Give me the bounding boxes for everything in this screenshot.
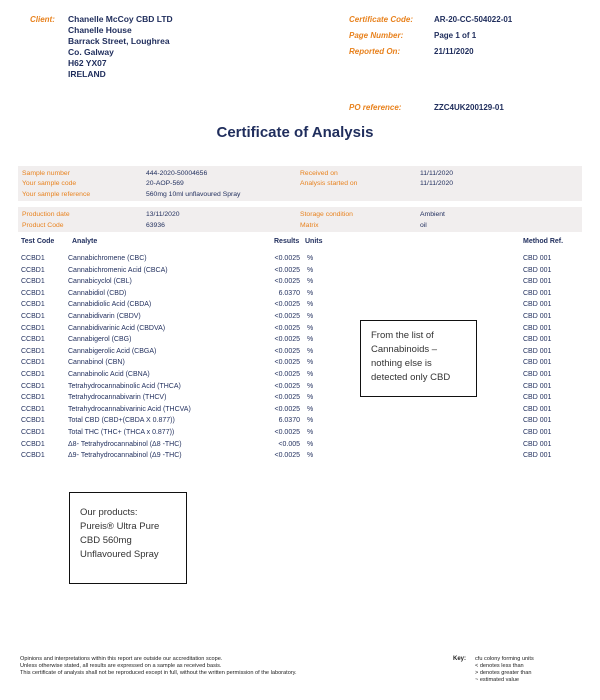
- sample-code: 20-AOP-569: [146, 180, 184, 187]
- unit-cell: %: [307, 278, 314, 286]
- analyte-cell: Cannabinol (CBN): [68, 359, 125, 367]
- test-code-cell: CCBD1: [21, 278, 45, 286]
- test-code-cell: CCBD1: [21, 324, 45, 332]
- production-date-label: Production date: [22, 211, 70, 218]
- test-code-cell: CCBD1: [21, 429, 45, 436]
- product-code: 63936: [146, 222, 165, 229]
- result-cell: <0.0025: [274, 452, 300, 460]
- table-row: [0, 336, 600, 348]
- header-analyte: Analyte: [72, 238, 98, 245]
- test-code-cell: CCBD1: [21, 289, 45, 297]
- method-cell: CBD 001: [523, 347, 552, 355]
- unit-cell: %: [307, 289, 314, 297]
- table-row: [0, 406, 600, 418]
- table-row: [0, 278, 600, 290]
- method-cell: CBD 001: [523, 405, 552, 413]
- method-cell: CBD 001: [523, 429, 552, 436]
- table-row: [0, 348, 600, 360]
- unit-cell: %: [307, 440, 314, 448]
- analyte-cell: Total THC (THC+ (THCA x 0.877)): [68, 429, 175, 436]
- page-number-label: Page Number:: [349, 31, 404, 40]
- sample-info-block: [18, 166, 582, 201]
- method-cell: CBD 001: [523, 266, 552, 274]
- unit-cell: %: [307, 394, 314, 402]
- key-line: > denotes greater than: [475, 670, 532, 676]
- table-row: [0, 255, 600, 267]
- header-method-ref: Method Ref.: [523, 238, 564, 245]
- production-info-block: [18, 207, 582, 232]
- test-code-cell: CCBD1: [21, 394, 45, 402]
- annotation-line: nothing else is: [371, 358, 432, 369]
- reported-on: 21/11/2020: [434, 47, 474, 56]
- certificate-code-label: Certificate Code:: [349, 15, 414, 24]
- test-code-cell: CCBD1: [21, 382, 45, 390]
- method-cell: CBD 001: [523, 382, 552, 390]
- table-row: [0, 267, 600, 279]
- unit-cell: %: [307, 452, 314, 460]
- method-cell: CBD 001: [523, 336, 552, 344]
- key-label: Key:: [453, 656, 467, 662]
- unit-cell: %: [307, 313, 314, 320]
- method-cell: CBD 001: [523, 324, 552, 332]
- footer-disclaimer: [20, 656, 297, 677]
- table-row: [0, 371, 600, 383]
- analyte-cell: Δ8- Tetrahydrocannabinol (Δ8 -THC): [68, 440, 182, 448]
- result-cell: <0.0025: [274, 301, 300, 309]
- matrix: oil: [420, 222, 427, 229]
- result-cell: <0.0025: [274, 255, 300, 262]
- table-row: [0, 359, 600, 371]
- client-address-line: Chanelle House: [68, 25, 132, 35]
- annotation-line: Unflavoured Spray: [80, 549, 159, 560]
- result-cell: <0.0025: [274, 359, 300, 367]
- result-cell: 6.0370: [278, 289, 300, 297]
- result-cell: <0.0025: [274, 266, 300, 274]
- annotation-line: Cannabinoids –: [371, 344, 438, 355]
- test-code-cell: CCBD1: [21, 266, 45, 274]
- client-address-line: Co. Galway: [68, 47, 114, 57]
- sample-reference-label: Your sample reference: [22, 191, 91, 198]
- test-code-cell: CCBD1: [21, 371, 45, 378]
- key-line: cfu colony forming units: [475, 656, 534, 662]
- annotation-line: CBD 560mg: [80, 535, 132, 546]
- unit-cell: %: [307, 266, 314, 274]
- header-test-code: Test Code: [21, 238, 55, 245]
- result-cell: <0.0025: [274, 336, 300, 344]
- test-code-cell: CCBD1: [21, 452, 45, 460]
- matrix-label: Matrix: [300, 222, 319, 229]
- test-code-cell: CCBD1: [21, 313, 45, 320]
- table-row: [0, 394, 600, 406]
- table-row: [0, 441, 600, 453]
- header-units: Units: [305, 238, 323, 245]
- client-address-line: H62 YX07: [68, 58, 107, 68]
- result-cell: <0.0025: [274, 324, 300, 332]
- certificate-code: AR-20-CC-504022-01: [434, 15, 513, 24]
- header-results: Results: [274, 238, 300, 245]
- unit-cell: %: [307, 255, 314, 262]
- footer-line: Opinions and interpretations within this report are outside our accreditation scope.: [20, 656, 223, 662]
- sample-reference: 560mg 10ml unflavoured Spray: [146, 191, 241, 198]
- analyte-cell: Cannabidiol (CBD): [68, 289, 127, 297]
- storage-condition-label: Storage condition: [300, 211, 353, 218]
- footer-line: This certificate of analysis shall not be reproduced except in full, without the written permission of the laboratory.: [20, 670, 297, 676]
- analyte-cell: Δ9- Tetrahydrocannabinol (Δ9 -THC): [68, 452, 182, 460]
- analyte-cell: Cannabinolic Acid (CBNA): [68, 371, 150, 378]
- client-label: Client:: [30, 15, 55, 24]
- test-code-cell: CCBD1: [21, 336, 45, 344]
- method-cell: CBD 001: [523, 289, 552, 297]
- sample-code-label: Your sample code: [22, 180, 77, 187]
- production-date: 13/11/2020: [146, 211, 180, 218]
- annotation-line: From the list of: [371, 330, 434, 341]
- analyte-cell: Cannabigerol (CBG): [68, 336, 132, 344]
- result-cell: <0.0025: [274, 371, 300, 378]
- method-cell: CBD 001: [523, 255, 552, 262]
- client-address-line: Chanelle McCoy CBD LTD: [68, 14, 173, 24]
- annotation-line: Our products:: [80, 507, 138, 518]
- annotation-cannabinoids-box: [360, 320, 477, 397]
- table-row: [0, 290, 600, 302]
- received-on: 11/11/2020: [420, 170, 454, 177]
- analyte-cell: Cannabigerolic Acid (CBGA): [68, 347, 157, 355]
- method-cell: CBD 001: [523, 278, 552, 286]
- unit-cell: %: [307, 347, 314, 355]
- footer-key: [475, 656, 534, 684]
- key-line: < denotes less than: [475, 663, 524, 669]
- unit-cell: %: [307, 359, 314, 367]
- analyte-cell: Cannabichromenic Acid (CBCA): [68, 266, 168, 274]
- po-reference-label: PO reference:: [349, 103, 402, 112]
- analyte-cell: Total CBD (CBD+(CBDA X 0.877)): [68, 417, 175, 425]
- unit-cell: %: [307, 371, 314, 378]
- test-code-cell: CCBD1: [21, 405, 45, 413]
- analyte-cell: Cannabidiolic Acid (CBDA): [68, 301, 152, 309]
- storage-condition: Ambient: [420, 211, 445, 218]
- unit-cell: %: [307, 405, 314, 413]
- reported-on-label: Reported On:: [349, 47, 401, 56]
- result-cell: <0.0025: [274, 429, 300, 436]
- analyte-cell: Tetrahydrocannabinolic Acid (THCA): [68, 382, 181, 390]
- unit-cell: %: [307, 429, 314, 436]
- table-row: [0, 301, 600, 313]
- analyte-cell: Tetrahydrocannabivarin (THCV): [68, 394, 167, 402]
- key-line: ~ estimated value: [475, 677, 519, 683]
- test-code-cell: CCBD1: [21, 359, 45, 367]
- result-cell: <0.0025: [274, 347, 300, 355]
- page-title: Certificate of Analysis: [216, 124, 374, 141]
- result-cell: <0.0025: [274, 382, 300, 390]
- test-code-cell: CCBD1: [21, 347, 45, 355]
- unit-cell: %: [307, 324, 314, 332]
- result-cell: <0.0025: [274, 405, 300, 413]
- table-row: [0, 429, 600, 441]
- unit-cell: %: [307, 336, 314, 344]
- po-reference: ZZC4UK200129-01: [434, 103, 504, 112]
- table-row: [0, 313, 600, 325]
- result-cell: <0.0025: [274, 313, 300, 320]
- unit-cell: %: [307, 417, 314, 425]
- method-cell: CBD 001: [523, 301, 552, 309]
- test-code-cell: CCBD1: [21, 440, 45, 448]
- annotation-line: detected only CBD: [371, 372, 451, 383]
- client-address-line: IRELAND: [68, 69, 106, 79]
- method-cell: CBD 001: [523, 394, 552, 402]
- page-number: Page 1 of 1: [434, 31, 477, 40]
- received-on-label: Received on: [300, 170, 338, 177]
- analysis-started-label: Analysis started on: [300, 180, 358, 187]
- result-cell: <0.005: [278, 440, 300, 448]
- method-cell: CBD 001: [523, 313, 552, 320]
- method-cell: CBD 001: [523, 359, 552, 367]
- method-cell: CBD 001: [523, 452, 552, 460]
- test-code-cell: CCBD1: [21, 301, 45, 309]
- annotation-products-box: [69, 492, 187, 584]
- test-code-cell: CCBD1: [21, 417, 45, 425]
- result-cell: <0.0025: [274, 394, 300, 402]
- method-cell: CBD 001: [523, 371, 552, 378]
- analysis-started: 11/11/2020: [420, 180, 454, 187]
- result-cell: <0.0025: [274, 278, 300, 286]
- product-code-label: Product Code: [22, 222, 64, 229]
- analyte-cell: Cannabidivarin (CBDV): [68, 313, 141, 320]
- analyte-cell: Cannabichromene (CBC): [68, 255, 147, 262]
- method-cell: CBD 001: [523, 440, 552, 448]
- analyte-cell: Cannabidivarinic Acid (CBDVA): [68, 324, 166, 332]
- method-cell: CBD 001: [523, 417, 552, 425]
- footer-line: Unless otherwise stated, all results are expressed on a sample as received basis.: [20, 663, 222, 669]
- table-row: [0, 383, 600, 395]
- unit-cell: %: [307, 382, 314, 390]
- table-row: [0, 417, 600, 429]
- client-address-line: Barrack Street, Loughrea: [68, 36, 170, 46]
- test-code-cell: CCBD1: [21, 255, 45, 262]
- analyte-cell: Cannabicyclol (CBL): [68, 278, 132, 286]
- table-row: [0, 452, 600, 464]
- client-address: [68, 14, 173, 80]
- sample-number-label: Sample number: [22, 170, 70, 177]
- annotation-line: Pureis® Ultra Pure: [80, 521, 160, 532]
- unit-cell: %: [307, 301, 314, 309]
- analyte-cell: Tetrahydrocannabivarinic Acid (THCVA): [68, 405, 191, 413]
- result-cell: 6.0370: [278, 417, 300, 425]
- table-row: [0, 325, 600, 337]
- sample-number: 444-2020-50004656: [146, 170, 208, 177]
